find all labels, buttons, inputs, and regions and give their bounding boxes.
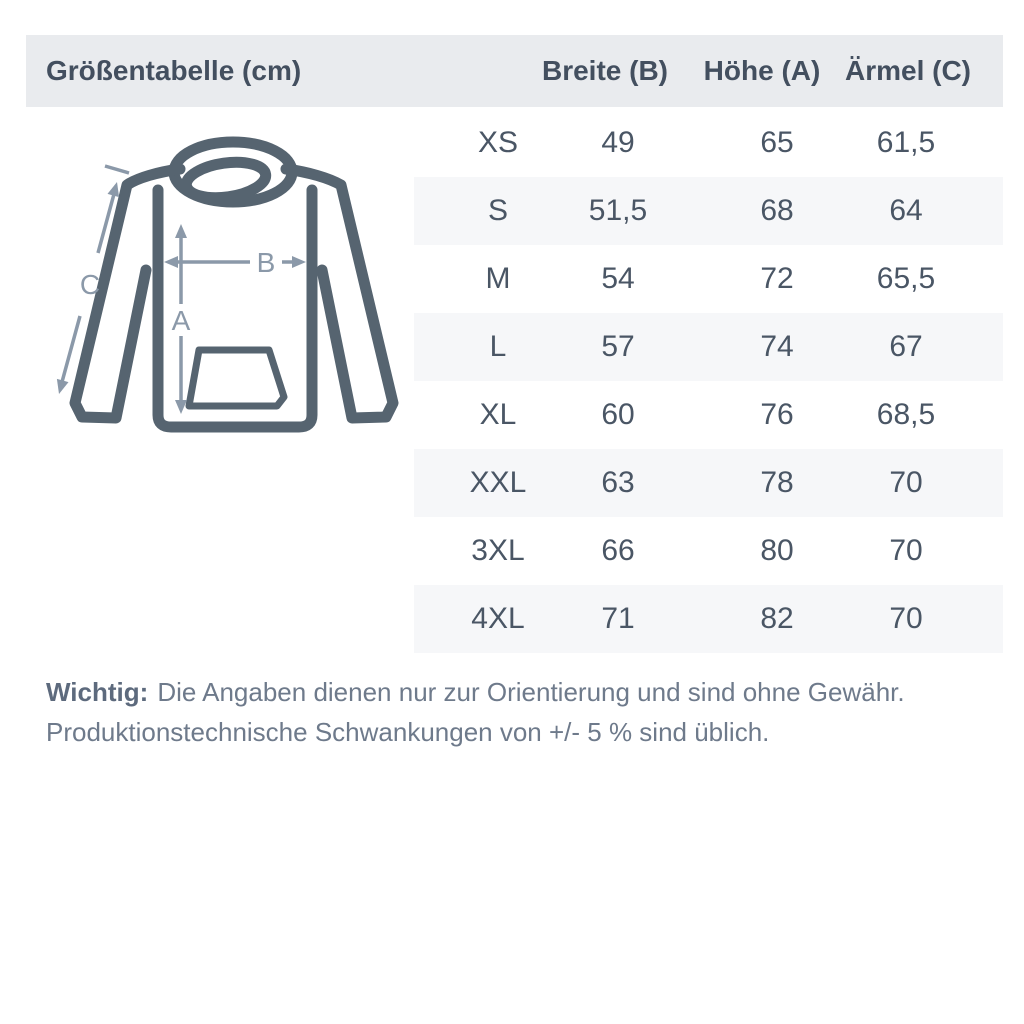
hoehe-cell: 82: [760, 602, 794, 635]
hoehe-cell: 80: [760, 534, 794, 567]
table-row: [414, 517, 1003, 585]
hoehe-cell: 65: [760, 126, 794, 159]
breite-cell: 63: [601, 466, 635, 499]
breite-cell: 71: [601, 602, 635, 635]
table-row: [414, 245, 1003, 313]
hoodie-diagram: [30, 120, 420, 450]
breite-cell: 51,5: [588, 194, 648, 227]
aermel-cell: 65,5: [876, 262, 936, 295]
col-header-hoehe: Höhe (A): [703, 55, 821, 86]
note-line1: [46, 672, 976, 712]
aermel-cell: 68,5: [876, 398, 936, 431]
table-row: [414, 313, 1003, 381]
table-row: [414, 109, 1003, 177]
arrowhead-left-icon: [164, 256, 178, 268]
label-b: B: [256, 247, 276, 278]
size-cell: 4XL: [471, 602, 525, 635]
table-row: [414, 449, 1003, 517]
hoehe-cell: 72: [760, 262, 794, 295]
size-cell: 3XL: [471, 534, 525, 567]
arrowhead-right-icon: [292, 256, 306, 268]
note-line2: Produktionstechnische Schwankungen von +/- 5 % sind üblich.: [46, 717, 770, 747]
breite-cell: 49: [601, 126, 635, 159]
table-row: [414, 177, 1003, 245]
table-row: [414, 381, 1003, 449]
arrowhead-downleft-icon: [57, 379, 69, 394]
note-line1-text: Die Angaben dienen nur zur Orientierung und sind ohne Gewähr.: [157, 677, 905, 707]
size-cell: L: [489, 330, 507, 363]
size-cell: S: [487, 194, 509, 227]
kangaroo-pocket: [189, 350, 284, 406]
note-text: [46, 672, 976, 752]
breite-cell: 66: [601, 534, 635, 567]
label-a: A: [171, 305, 191, 336]
size-cell: XL: [479, 398, 517, 431]
aermel-cell: 67: [889, 330, 923, 363]
measure-arrow-a: [172, 224, 191, 414]
hoehe-cell: 74: [760, 330, 794, 363]
right-sleeve: [286, 169, 393, 418]
label-c: C: [79, 269, 101, 300]
hoehe-cell: 68: [760, 194, 794, 227]
col-header-breite: Breite (B): [541, 55, 669, 86]
hoodie-outline-drawing: [75, 142, 393, 427]
size-table: [414, 109, 1003, 653]
hoehe-cell: 76: [760, 398, 794, 431]
arrowhead-down-icon: [175, 400, 187, 414]
aermel-cell: 70: [889, 466, 923, 499]
breite-cell: 60: [601, 398, 635, 431]
aermel-cell: 70: [889, 534, 923, 567]
arrowhead-up-icon: [175, 224, 187, 238]
aermel-cell: 61,5: [876, 126, 936, 159]
table-row: [414, 585, 1003, 653]
note-bold: Wichtig:: [46, 677, 149, 707]
size-chart-header: [26, 35, 1003, 107]
hoehe-cell: 78: [760, 466, 794, 499]
col-header-aermel: Ärmel (C): [844, 55, 972, 86]
measure-arrow-b: [164, 247, 306, 278]
aermel-cell: 70: [889, 602, 923, 635]
size-cell: XXL: [469, 466, 527, 499]
size-cell: XS: [477, 126, 519, 159]
breite-cell: 54: [601, 262, 635, 295]
breite-cell: 57: [601, 330, 635, 363]
size-cell: M: [485, 262, 511, 295]
page-title: Größentabelle (cm): [46, 55, 302, 86]
aermel-cell: 64: [889, 194, 923, 227]
